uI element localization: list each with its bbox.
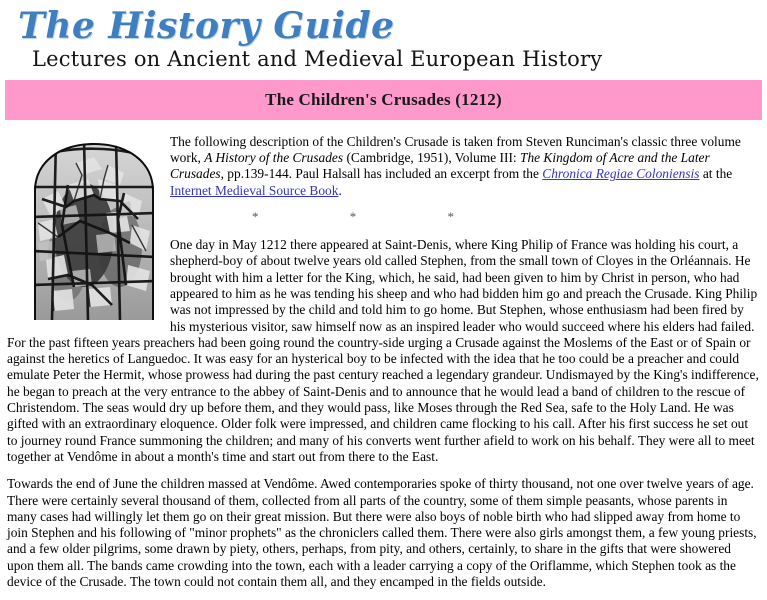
intro-text-3: , pp.139-144. Paul Halsall has included an excerpt from the: [220, 166, 543, 182]
article-body: [0, 120, 767, 590]
volume-title: The Kingdom of Acre and the Later Crusades: [170, 150, 710, 182]
page-title: The Children's Crusades (1212): [265, 89, 502, 109]
page-title-banner: [5, 80, 762, 120]
body-paragraph-1: One day in May 1212 there appeared at Saint-Denis, where King Philip of France was holding his court, a shepherd-boy of about twelve years old called Stephen, from the small town of Cloyes in the Orléannais. He brought with him a letter for the King, which, he said, had been given to him by Christ in person, who had appeared to him as he was tending his sheep and who had bidden him go and preach the Crusade. King Philip was not impressed by the child and told him to go home. But Stephen, whose enthusiasm had been fired by his mysterious visitor, saw himself now as an inspired leader who would succeed where his elders had failed. For the past fifteen years preachers had been going round the country-side urging a Crusade against the Moslems of the East or of Spain or against the heretics of Languedoc. It was easy for an hysterical boy to be infected with the idea that he too could be a preacher and could emulate Peter the Hermit, whose prowess had during the past century reached a legendary grandeur. Undismayed by the King's indifference, he began to preach at the very entrance to the abbey of Saint-Denis and to announce that he would lead a band of children to the rescue of Christendom. The seas would dry up before them, and they would pass, like Moses through the Red Sea, safe to the Holy Land. He was gifted with an extraordinary eloquence. Older folk were impressed, and children came flocking to his call. After his first success he set out to journey round France summoning the children; and many of his converts went further afield to work on his behalf. They were all to meet together at Vendôme in about a month's time and start out from there to the East.: [7, 237, 759, 464]
intro-text-5: .: [338, 182, 342, 198]
intro-text-1: The following description of the Children's Crusade is taken from Steven Runciman's classic three volume work,: [170, 133, 741, 166]
link-chronica-regiae-coloniensis[interactable]: Chronica Regiae Coloniensis: [542, 166, 700, 182]
site-subtitle: Lectures on Ancient and Medieval European History: [32, 46, 603, 71]
link-internet-medieval-source-book[interactable]: Internet Medieval Source Book: [170, 182, 339, 198]
asterisk-divider: * * *: [252, 209, 498, 225]
intro-text-2: (Cambridge, 1951), Volume III:: [343, 150, 520, 166]
body-paragraph-2: Towards the end of June the children massed at Vendôme. Awed contemporaries spoke of thirty thousand, not one over twelve years of age. There were certainly several thousand of them, collected from all parts of the country, some of them simple peasants, whose parents in many cases had willingly let them go on their great mission. But there were also boys of noble birth who had slipped away from home to join Stephen and his following of "minor prophets" as the chroniclers called them. There were also girls amongst them, a few young priests, and a few older pilgrims, some drawn by piety, others, perhaps, from pity, and others, certainly, to share in the gifts that were showered upon them all. The bands came crowding into the town, each with a leader carrying a copy of the Oriflamme, which Stephen took as the device of the Crusade. The town could not contain them all, and they encamped in the fields outside.: [7, 476, 757, 590]
stained-glass-window-image: [32, 139, 156, 320]
site-masthead: [0, 0, 767, 71]
intro-text-4: at the: [699, 166, 733, 182]
site-title: The History Guide: [18, 5, 395, 47]
work-title: A History of the Crusades: [204, 150, 344, 166]
